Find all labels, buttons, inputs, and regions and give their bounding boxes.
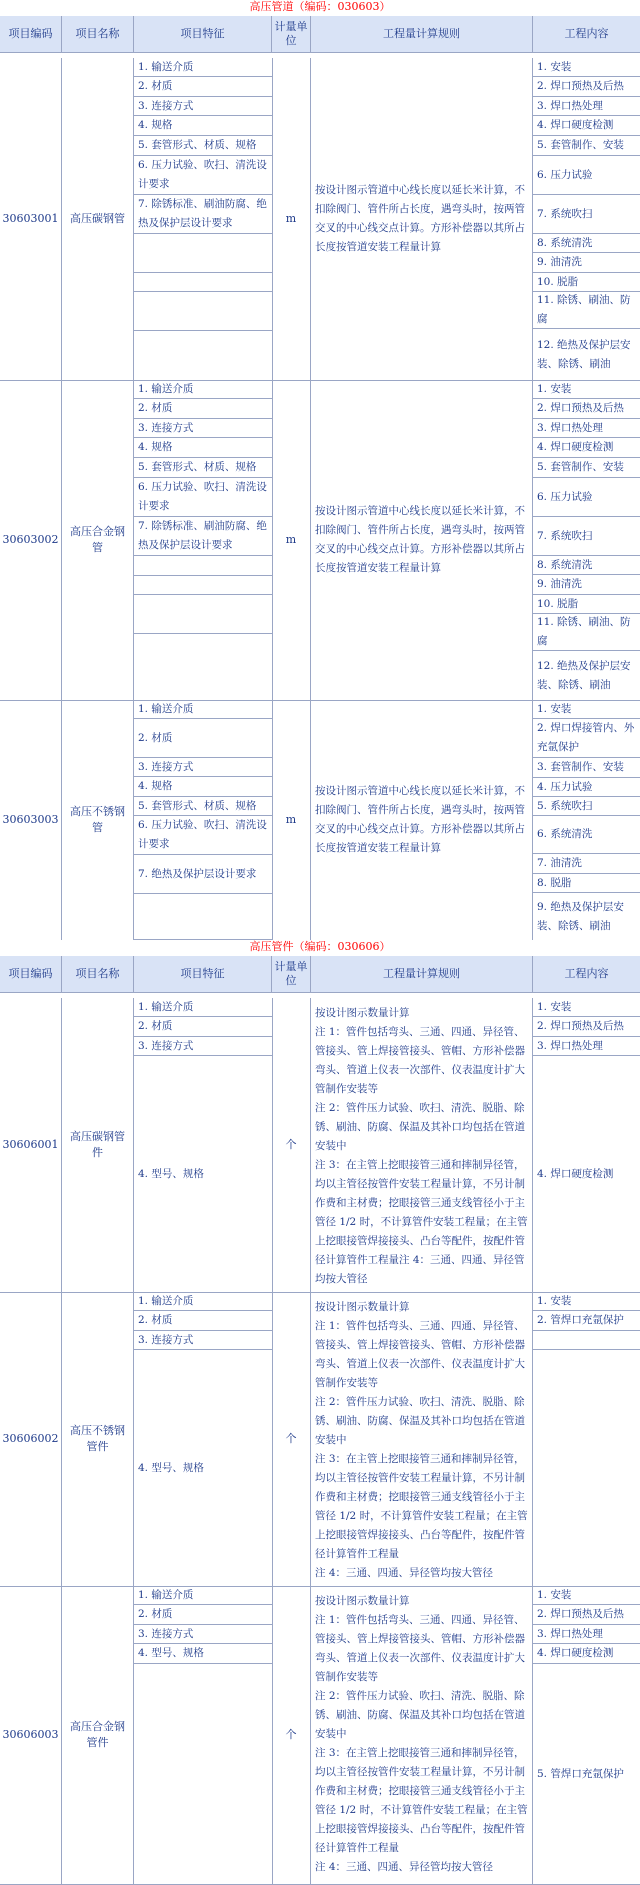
- work-content-item: 8. 系统清洗: [533, 556, 640, 575]
- work-content-item: 2. 焊口预热及后热: [533, 399, 640, 419]
- feature-item: 5. 套管形式、材质、规格: [134, 458, 272, 478]
- work-content-item: 11. 除锈、刷油、防腐: [533, 292, 640, 329]
- feature-item: 2. 材质: [134, 1311, 272, 1331]
- calculation-rule: [311, 998, 533, 1292]
- unit: m: [272, 380, 311, 700]
- feature-item: [134, 331, 272, 377]
- feature-item: 2. 材质: [134, 77, 272, 97]
- section1-title: 高压管道（编码：030603）: [0, 0, 640, 17]
- feature-list: [134, 998, 273, 1292]
- header-cell: 项目名称: [62, 16, 134, 52]
- work-content-item: 4. 焊口硬度检测: [537, 1167, 614, 1180]
- work-content-item: 6. 压力试验: [533, 156, 640, 195]
- feature-item: 4. 型号、规格: [138, 1167, 204, 1180]
- header-cell: 项目特征: [134, 956, 272, 992]
- work-content-list: [533, 380, 640, 700]
- feature-item: 1. 输送介质: [134, 58, 272, 77]
- work-content-item: 8. 系统清洗: [533, 234, 640, 253]
- section2-title: 高压管件（编码：030606）: [0, 940, 640, 957]
- item-code: 30606003: [0, 1586, 62, 1884]
- work-content-item: 1. 安装: [533, 1292, 640, 1311]
- work-content-item: 10. 脱脂: [533, 595, 640, 614]
- feature-item: [134, 595, 272, 634]
- unit: 个: [272, 998, 311, 1292]
- section2-header-row: [0, 956, 640, 993]
- feature-list: [134, 700, 273, 940]
- work-content-item: 12. 绝热及保护层安装、除锈、刷油: [537, 338, 631, 370]
- feature-item: 3. 连接方式: [134, 97, 272, 116]
- work-content-item: 9. 油清洗: [533, 253, 640, 273]
- item-name: 高压碳钢管: [62, 58, 134, 380]
- feature-item: [134, 894, 272, 940]
- header-cell: 计量单位: [272, 956, 311, 992]
- header-cell: 工程内容: [564, 27, 609, 40]
- item-code: 30603001: [0, 58, 62, 380]
- feature-item: 7. 绝热及保护层设计要求: [134, 855, 272, 894]
- work-content-list: [533, 998, 640, 1292]
- feature-item: [134, 292, 272, 331]
- work-content-item: [533, 1350, 640, 1586]
- work-content-item: 3. 套管制作、安装: [533, 758, 640, 778]
- feature-list: [134, 58, 273, 380]
- work-content-list: [533, 700, 640, 940]
- feature-item: [134, 556, 272, 576]
- work-content-item: 6. 压力试验: [533, 478, 640, 517]
- feature-item: 7. 除锈标准、刷油防腐、绝热及保护层设计要求: [134, 195, 272, 234]
- calculation-rule: [311, 700, 533, 940]
- work-content-item: 2. 焊口焊接管内、外充氩保护: [533, 719, 640, 758]
- feature-item: 1. 输送介质: [134, 1586, 272, 1605]
- section1-item-30603003: [0, 700, 640, 941]
- item-name: 高压合金钢管件: [62, 1586, 134, 1884]
- header-cell: 工程量计算规则: [311, 956, 533, 992]
- feature-item: 3. 连接方式: [134, 419, 272, 438]
- feature-item: 3. 连接方式: [134, 1037, 272, 1056]
- calculation-rule: [311, 380, 533, 700]
- feature-list: [134, 1292, 273, 1586]
- section2-item-30606003: [0, 1586, 640, 1885]
- item-code: 30606001: [0, 998, 62, 1292]
- work-content-item: 2. 焊口预热及后热: [533, 77, 640, 97]
- feature-item: 4. 规格: [134, 777, 272, 797]
- feature-list: [134, 1586, 273, 1884]
- header-cell: 项目名称: [62, 956, 134, 992]
- feature-item: 2. 材质: [134, 719, 272, 758]
- work-content-item: 5. 套管制作、安装: [533, 458, 640, 478]
- work-content-item: 10. 脱脂: [533, 273, 640, 292]
- work-content-item: 1. 安装: [533, 380, 640, 399]
- work-content-item: 2. 焊口预热及后热: [533, 1605, 640, 1625]
- feature-item: [134, 273, 272, 292]
- rule-text: 按设计图示管道中心线长度以延长米计算，不扣除阀门、管件所占长度，遇弯头时，按两管交叉的中心线交点计算。方形补偿器以其所占长度按管道安装工程量计算: [315, 184, 525, 253]
- rule-text: 按设计图示数量计算 注 1：管件包括弯头、三通、四通、异径管、管接头、管上焊接管接头、管帽、方形补偿器弯头、管道上仪表一次部件、仪表温度计扩大管制作安装等 注 2：管件压力试验、吹扫、清洗、脱脂、除锈、刷油、防腐、保温及其补口均包括在管道安装中 注 3：在主管上挖眼接管三通和摔制异径管，均以主管径按管件安装工程量计算，不另计制作费和主材费；挖眼接管三通支线管径小于主管径 1/2 时，不计算管件安装工程量；在主管上挖眼接管焊接接头、凸台等配件，按配件管径计算管件工程量 注 4：三通、四通、异径管均按大管径: [315, 1301, 528, 1579]
- feature-item: 5. 套管形式、材质、规格: [134, 797, 272, 816]
- work-content-item: 9. 绝热及保护层安装、除锈、刷油: [537, 900, 624, 932]
- feature-item: 3. 连接方式: [134, 758, 272, 777]
- work-content-item: 7. 系统吹扫: [533, 195, 640, 234]
- work-content-item: 4. 焊口硬度检测: [533, 1644, 640, 1664]
- work-content-item: 12. 绝热及保护层安装、除锈、刷油: [537, 659, 631, 691]
- calculation-rule: [311, 58, 533, 380]
- work-content-item: 1. 安装: [533, 1586, 640, 1605]
- feature-item: [134, 576, 272, 595]
- section1-header-row: [0, 16, 640, 53]
- work-content-list: [533, 1292, 640, 1586]
- work-content-item: 4. 焊口硬度检测: [533, 116, 640, 136]
- item-name: 高压合金钢管: [62, 380, 134, 700]
- work-content-item: 3. 焊口热处理: [533, 1625, 640, 1644]
- work-content-item: 4. 压力试验: [533, 778, 640, 797]
- work-content-item: 2. 焊口预热及后热: [533, 1017, 640, 1037]
- feature-item: 3. 连接方式: [134, 1625, 272, 1644]
- work-content-item: 8. 脱脂: [533, 874, 640, 893]
- section1-item-30603002: [0, 380, 640, 701]
- work-content-item: 3. 焊口热处理: [533, 419, 640, 438]
- section1-item-30603001: [0, 58, 640, 381]
- item-code: 30603003: [0, 700, 62, 940]
- work-content-item: 7. 油清洗: [533, 854, 640, 874]
- work-content-item: 3. 焊口热处理: [533, 97, 640, 116]
- feature-item: 4. 规格: [134, 116, 272, 136]
- rule-text: 按设计图示管道中心线长度以延长米计算，不扣除阀门、管件所占长度，遇弯头时，按两管交叉的中心线交点计算。方形补偿器以其所占长度按管道安装工程量计算: [315, 505, 525, 574]
- feature-item: 7. 除锈标准、刷油防腐、绝热及保护层设计要求: [134, 517, 272, 556]
- header-cell: 计量单位: [272, 16, 311, 52]
- rule-text: 按设计图示数量计算 注 1：管件包括弯头、三通、四通、异径管、管接头、管上焊接管接头、管帽、方形补偿器弯头、管道上仪表一次部件、仪表温度计扩大管制作安装等 注 2：管件压力试验、吹扫、清洗、脱脂、除锈、刷油、防腐、保温及其补口均包括在管道安装中 注 3：在主管上挖眼接管三通和摔制异径管，均以主管径按管件安装工程量计算，不另计制作费和主材费；挖眼接管三通支线管径小于主管径 1/2 时，不计算管件安装工程量；在主管上挖眼接管焊接接头、凸台等配件，按配件管径计算管件工程量 注 4：三通、四通、异径管均按大管径: [315, 1595, 528, 1873]
- calculation-rule: [311, 1586, 533, 1884]
- work-content-item: 2. 管焊口充氩保护: [533, 1311, 640, 1331]
- feature-item: 2. 材质: [134, 399, 272, 419]
- work-content-item: 5. 套管制作、安装: [533, 136, 640, 156]
- feature-item: 5. 套管形式、材质、规格: [134, 136, 272, 156]
- feature-item: [134, 634, 272, 680]
- feature-item: 6. 压力试验、吹扫、清洗设计要求: [134, 156, 272, 195]
- header-cell: 项目特征: [134, 16, 272, 52]
- header-cell: 工程内容: [564, 967, 609, 980]
- work-content-item: 1. 安装: [533, 700, 640, 719]
- rule-text: 按设计图示管道中心线长度以延长米计算，不扣除阀门、管件所占长度，遇弯头时，按两管交叉的中心线交点计算。方形补偿器以其所占长度按管道安装工程量计算: [315, 785, 525, 854]
- header-cell: 项目编码: [0, 16, 62, 52]
- feature-item: 1. 输送介质: [134, 998, 272, 1017]
- rule-text: 按设计图示数量计算 注 1：管件包括弯头、三通、四通、异径管、管接头、管上焊接管接头、管帽、方形补偿器弯头、管道上仪表一次部件、仪表温度计扩大管制作安装等 注 2：管件压力试验、吹扫、清洗、脱脂、除锈、刷油、防腐、保温及其补口均包括在管道安装中 注 3：在主管上挖眼接管三通和摔制异径管，均以主管径按管件安装工程量计算，不另计制作费和主材费；挖眼接管三通支线管径小于主管径 1/2 时，不计算管件安装工程量；在主管上挖眼接管焊接接头、凸台等配件，按配件管径计算管件工程量注 4：三通、四通、异径管均按大管径: [315, 1007, 528, 1285]
- feature-item: 2. 材质: [134, 1017, 272, 1037]
- work-content-item: 4. 焊口硬度检测: [533, 438, 640, 458]
- feature-item: 1. 输送介质: [134, 1292, 272, 1311]
- work-content-item: 5. 管焊口充氩保护: [537, 1767, 624, 1780]
- feature-item: 6. 压力试验、吹扫、清洗设计要求: [134, 478, 272, 517]
- work-content-item: [533, 1331, 640, 1350]
- work-content-item: 9. 油清洗: [533, 575, 640, 595]
- feature-item: 4. 型号、规格: [138, 1461, 204, 1474]
- work-content-item: 7. 系统吹扫: [533, 517, 640, 556]
- feature-item: 2. 材质: [134, 1605, 272, 1625]
- header-cell: 工程量计算规则: [311, 16, 533, 52]
- section2-item-30606002: [0, 1292, 640, 1587]
- feature-item: 6. 压力试验、吹扫、清洗设计要求: [134, 816, 272, 855]
- feature-item: 4. 规格: [134, 438, 272, 458]
- calculation-rule: [311, 1292, 533, 1586]
- unit: 个: [272, 1292, 311, 1586]
- item-name: 高压不锈钢管: [62, 700, 134, 940]
- work-content-item: 1. 安装: [533, 998, 640, 1017]
- work-content-item: 11. 除锈、刷油、防腐: [533, 614, 640, 651]
- item-code: 30603002: [0, 380, 62, 700]
- feature-item: 3. 连接方式: [134, 1331, 272, 1350]
- item-name: 高压碳钢管件: [62, 998, 134, 1292]
- work-content-item: 1. 安装: [533, 58, 640, 77]
- work-content-item: 3. 焊口热处理: [533, 1037, 640, 1056]
- unit: 个: [272, 1586, 311, 1884]
- work-content-list: [533, 1586, 640, 1884]
- work-content-item: 6. 系统清洗: [533, 816, 640, 854]
- work-content-list: [533, 58, 640, 380]
- feature-item: [134, 1664, 272, 1884]
- feature-item: [134, 234, 272, 273]
- item-code: 30606002: [0, 1292, 62, 1586]
- feature-item: 1. 输送介质: [134, 380, 272, 399]
- section2-item-30606001: [0, 998, 640, 1293]
- feature-list: [134, 380, 273, 700]
- unit: m: [272, 700, 311, 940]
- feature-item: 4. 型号、规格: [134, 1644, 272, 1664]
- item-name: 高压不锈钢管件: [62, 1292, 134, 1586]
- feature-item: 1. 输送介质: [134, 700, 272, 719]
- header-cell: 项目编码: [0, 956, 62, 992]
- unit: m: [272, 58, 311, 380]
- work-content-item: 5. 系统吹扫: [533, 797, 640, 816]
